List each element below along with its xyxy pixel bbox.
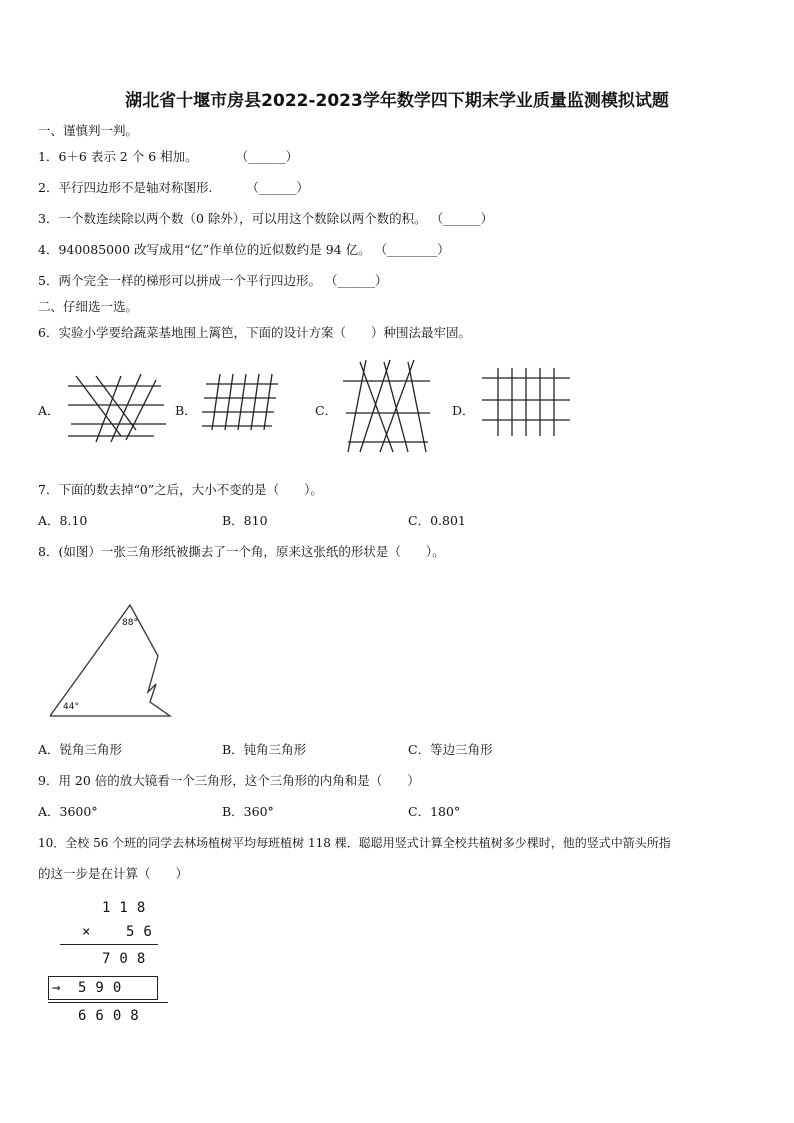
section-heading-2: 二、仔细选一选。 [38,299,139,314]
question-1 [38,147,298,165]
fence-figure-a [66,370,170,444]
question-10-line-1: 10．全校 56 个班的同学去林场植树平均每班植树 118 棵．聪聪用竖式计算全校共植树多少棵时，他的竖式中箭头所指 [38,836,671,850]
question-2-blank[interactable]: （______） [246,180,309,195]
question-6: 6．实验小学要给蔬菜基地围上篱笆，下面的设计方案（ ）种围法最牢固。 [38,325,471,340]
question-3-text: 3．一个数连续除以两个数（0 除外），可以用这个数除以两个数的积。 [38,211,427,226]
calc-line-2 [48,1002,168,1003]
question-1-text: 1．6＋6 表示 2 个 6 相加。 [38,149,198,164]
calc-multiply-sign: × [82,924,91,940]
question-4-text: 4．940085000 改写成用“亿”作单位的近似数约是 94 亿。 [38,242,371,257]
question-4-blank[interactable]: （________） [374,242,450,257]
q6-option-d-label[interactable]: D． [452,403,475,418]
calc-line-1 [60,944,158,945]
angle-label-44: 44° [63,702,79,712]
q9-option-a[interactable]: A．3600° [38,804,98,819]
question-5-text: 5．两个完全一样的梯形可以拼成一个平行四边形。 [38,273,321,288]
question-2 [38,178,309,196]
q6-option-c-label[interactable]: C． [315,403,338,418]
q9-option-c[interactable]: C．180° [408,804,461,819]
calc-product: 6608 [78,1008,148,1024]
arrow-icon: → [52,980,61,996]
fence-figure-d [478,364,576,438]
q8-option-c[interactable]: C．等边三角形 [408,742,493,757]
question-8: 8．(如图）一张三角形纸被撕去了一个角，原来这张纸的形状是（ ）。 [38,544,445,559]
angle-label-88: 88° [122,618,138,628]
fence-figure-c [338,356,438,456]
calc-partial-2: 590 [78,980,131,996]
calc-partial-1: 708 [102,951,155,967]
question-5-blank[interactable]: （______） [324,273,388,288]
section-heading-1: 一、谨慎判一判。 [38,123,139,138]
q7-option-c[interactable]: C．0.801 [408,513,466,528]
question-2-text: 2．平行四边形不是轴对称图形. [38,180,213,195]
q7-option-a[interactable]: A．8.10 [38,513,88,528]
q7-option-b[interactable]: B．810 [222,513,268,528]
question-5 [38,271,387,289]
q8-option-a[interactable]: A．锐角三角形 [38,742,123,757]
question-1-blank[interactable]: （______） [235,149,299,164]
question-3-blank[interactable]: （______） [430,211,494,226]
page-title: 湖北省十堰市房县2022-2023学年数学四下期末学业质量监测模拟试题 [125,91,669,111]
q8-option-b[interactable]: B．钝角三角形 [222,742,307,757]
vertical-multiplication [44,896,184,1036]
question-7: 7．下面的数去掉“0”之后，大小不变的是（ ）。 [38,482,323,497]
question-9: 9．用 20 倍的放大镜看一个三角形，这个三角形的内角和是（ ） [38,773,420,788]
q9-option-b[interactable]: B．360° [222,804,274,819]
q6-option-a-label[interactable]: A． [38,403,60,418]
q6-option-b-label[interactable]: B． [175,403,197,418]
fence-figure-b [200,370,282,432]
calc-multiplicand: 118 [102,900,155,916]
question-4 [38,240,450,258]
calc-multiplier: 56 [126,924,161,940]
question-3 [38,209,493,227]
question-10-line-2: 的这一步是在计算（ ） [38,866,189,881]
